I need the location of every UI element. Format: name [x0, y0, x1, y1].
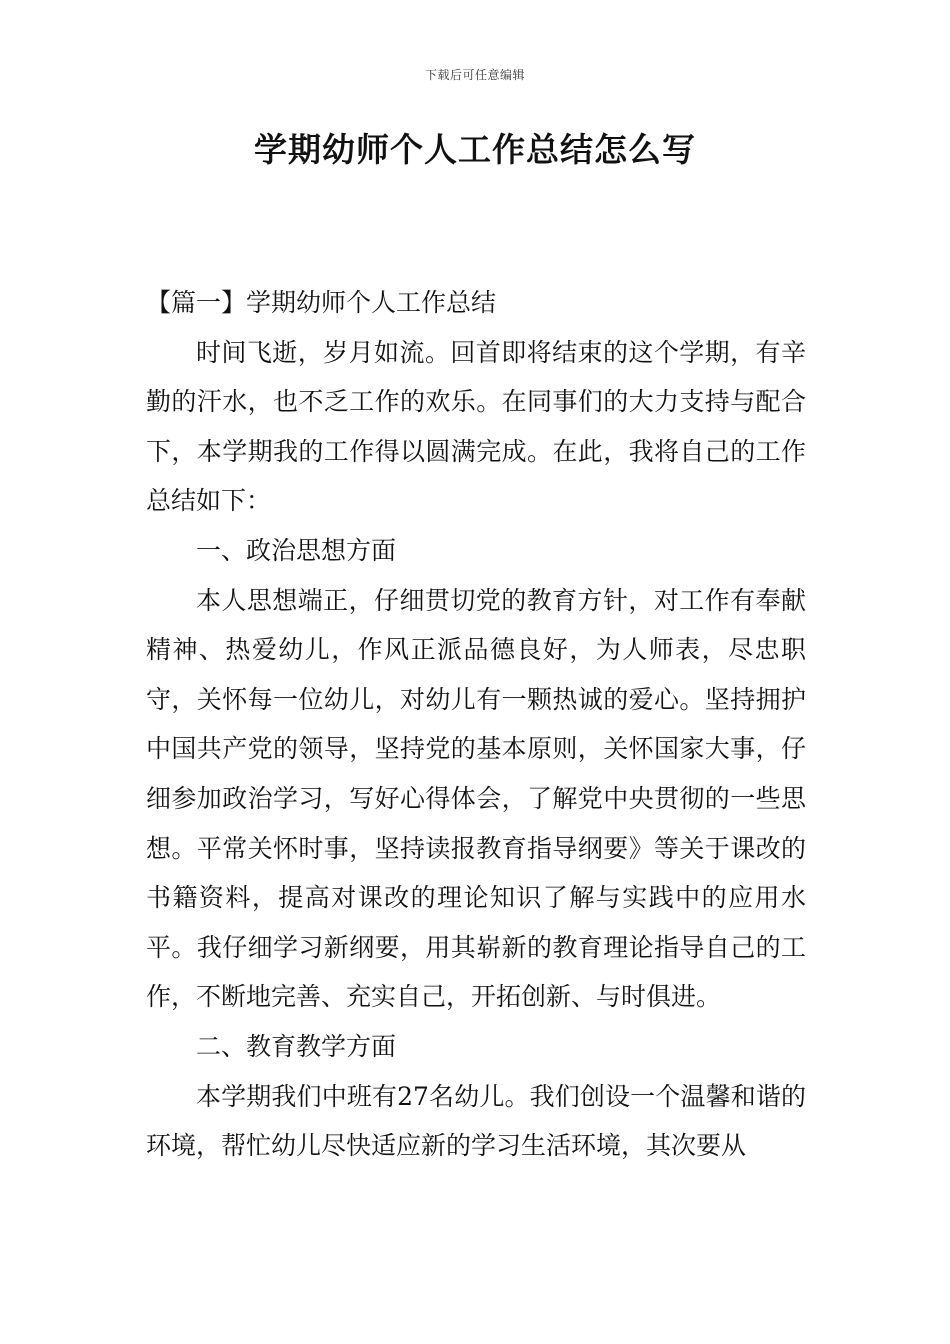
document-title: 学期幼师个人工作总结怎么写: [254, 130, 696, 169]
paragraph-intro: 时间飞逝，岁月如流。回首即将结束的这个学期，有辛勤的汗水，也不乏工作的欢乐。在同事们的大力支持与配合下，本学期我的工作得以圆满完成。在此，我将自己的工作总结如下：: [146, 337, 806, 516]
paragraph-teaching: 本学期我们中班有27名幼儿。我们创设一个温馨和谐的环境，帮忙幼儿尽快适应新的学习生活环境，其次要从: [146, 1081, 806, 1161]
paragraph-political: 本人思想端正，仔细贯切党的教育方针，对工作有奉献精神、热爱幼儿，作风正派品德良好，为人师表，尽忠职守，关怀每一位幼儿，对幼儿有一颗热诚的爱心。坚持拥护中国共产党的领导，坚持党的基本原则，关怀国家大事，仔细参加政治学习，写好心得体会，了解党中央贯彻的一些思想。平常关怀时事，坚持读报教育指导纲要》等关于课改的书籍资料，提高对课改的理论知识了解与实践中的应用水平。我仔细学习新纲要，用其崭新的教育理论指导自己的工作，不断地完善、充实自己，开拓创新、与时俱进。: [146, 585, 806, 1012]
header-note: 下载后可任意编辑: [424, 68, 525, 82]
heading-teaching: 二、教育教学方面: [196, 1031, 397, 1061]
document-body: [146, 278, 806, 1171]
section-title: 【篇一】学期幼师个人工作总结: [146, 288, 497, 317]
heading-political: 一、政治思想方面: [196, 535, 397, 565]
